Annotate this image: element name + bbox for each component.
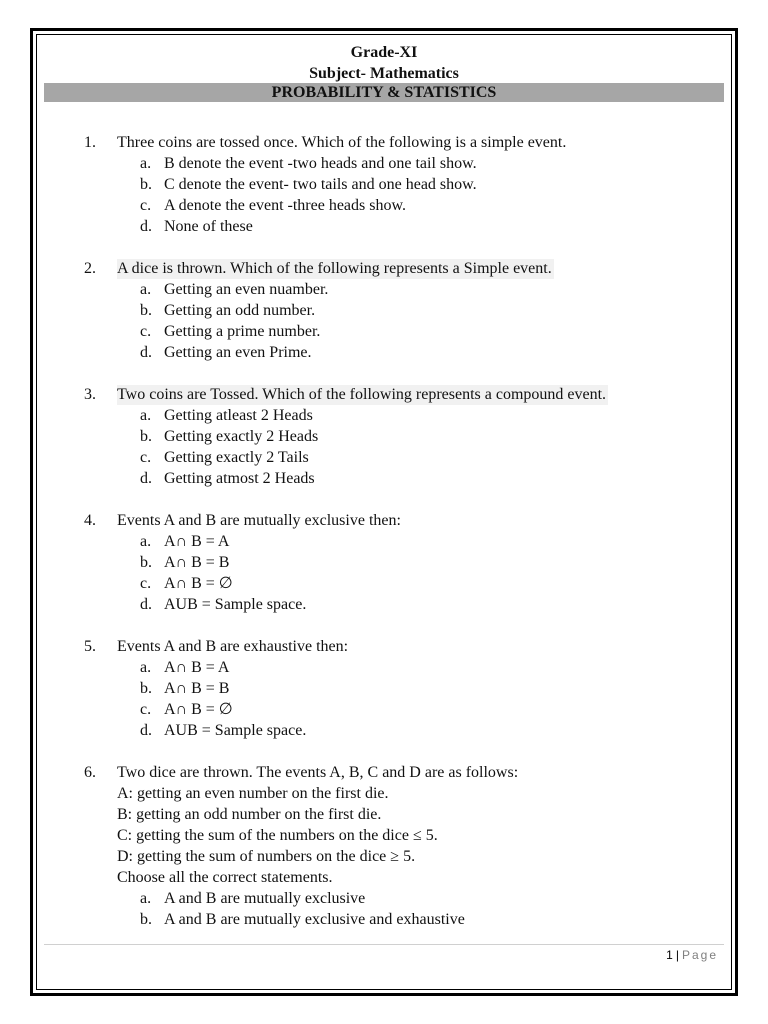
option-label: d. bbox=[140, 218, 152, 235]
option-label: b. bbox=[140, 428, 152, 445]
detail-text: Choose all the correct statements. bbox=[117, 869, 333, 886]
option-text: Getting an even nuamber. bbox=[164, 281, 329, 298]
question-number: 6. bbox=[84, 764, 96, 781]
option-label: c. bbox=[140, 701, 152, 718]
question-text: Two coins are Tossed. Which of the following represents a compound event. bbox=[117, 386, 607, 403]
topic-banner: PROBABILITY & STATISTICS bbox=[44, 83, 724, 102]
detail-text: C: getting the sum of the numbers on the dice ≤ 5. bbox=[117, 827, 438, 844]
option-text: AUB = Sample space. bbox=[164, 722, 307, 739]
question-text: Two dice are thrown. The events A, B, C and D are as follows: bbox=[117, 764, 519, 781]
option-label: d. bbox=[140, 722, 152, 739]
option-label: d. bbox=[140, 470, 152, 487]
option-text: Getting an odd number. bbox=[164, 302, 316, 319]
option-text: None of these bbox=[164, 218, 253, 235]
option-label: b. bbox=[140, 680, 152, 697]
option-text: A∩ B = A bbox=[164, 659, 230, 676]
option-text: Getting atmost 2 Heads bbox=[164, 470, 315, 487]
grade-heading: Grade-XI bbox=[350, 44, 418, 61]
option-label: a. bbox=[140, 407, 152, 424]
option-label: a. bbox=[140, 890, 152, 907]
option-label: a. bbox=[140, 281, 152, 298]
question-number: 5. bbox=[84, 638, 96, 655]
option-text: AUB = Sample space. bbox=[164, 596, 307, 613]
option-text: C denote the event- two tails and one head show. bbox=[164, 176, 477, 193]
footer-separator: | bbox=[675, 948, 679, 962]
page-footer bbox=[666, 948, 718, 962]
question-text: Events A and B are exhaustive then: bbox=[117, 638, 349, 655]
option-text: Getting atleast 2 Heads bbox=[164, 407, 313, 424]
option-label: c. bbox=[140, 197, 152, 214]
option-label: b. bbox=[140, 302, 152, 319]
detail-text: A: getting an even number on the first die. bbox=[117, 785, 389, 802]
option-label: d. bbox=[140, 596, 152, 613]
option-text: A∩ B = A bbox=[164, 533, 230, 550]
option-label: c. bbox=[140, 323, 152, 340]
option-text: Getting a prime number. bbox=[164, 323, 321, 340]
option-label: a. bbox=[140, 533, 152, 550]
option-text: Getting an even Prime. bbox=[164, 344, 312, 361]
option-label: c. bbox=[140, 449, 152, 466]
option-text: A and B are mutually exclusive bbox=[164, 890, 366, 907]
option-text: A∩ B = ∅ bbox=[164, 575, 233, 592]
option-text: Getting exactly 2 Heads bbox=[164, 428, 319, 445]
option-text: Getting exactly 2 Tails bbox=[164, 449, 309, 466]
question-number: 3. bbox=[84, 386, 96, 403]
question-text: Three coins are tossed once. Which of the following is a simple event. bbox=[117, 134, 567, 151]
option-label: d. bbox=[140, 344, 152, 361]
option-text: A denote the event -three heads show. bbox=[164, 197, 406, 214]
option-label: c. bbox=[140, 575, 152, 592]
option-text: B denote the event -two heads and one tail show. bbox=[164, 155, 477, 172]
subject-heading: Subject- Mathematics bbox=[309, 65, 459, 82]
detail-text: B: getting an odd number on the first die. bbox=[117, 806, 382, 823]
footer-divider bbox=[44, 944, 724, 945]
question-number: 1. bbox=[84, 134, 96, 151]
question-number: 2. bbox=[84, 260, 96, 277]
option-text: A∩ B = B bbox=[164, 680, 230, 697]
question-number: 4. bbox=[84, 512, 96, 529]
option-label: b. bbox=[140, 176, 152, 193]
option-text: A∩ B = B bbox=[164, 554, 230, 571]
question-text: Events A and B are mutually exclusive then: bbox=[117, 512, 401, 529]
detail-text: D: getting the sum of numbers on the dice ≥ 5. bbox=[117, 848, 416, 865]
option-label: b. bbox=[140, 554, 152, 571]
page-number: 1 bbox=[666, 948, 673, 962]
option-label: a. bbox=[140, 659, 152, 676]
page-label: Page bbox=[681, 948, 718, 962]
option-label: b. bbox=[140, 911, 152, 928]
option-text: A and B are mutually exclusive and exhaustive bbox=[164, 911, 465, 928]
question-text: A dice is thrown. Which of the following represents a Simple event. bbox=[117, 260, 552, 277]
option-label: a. bbox=[140, 155, 152, 172]
option-text: A∩ B = ∅ bbox=[164, 701, 233, 718]
